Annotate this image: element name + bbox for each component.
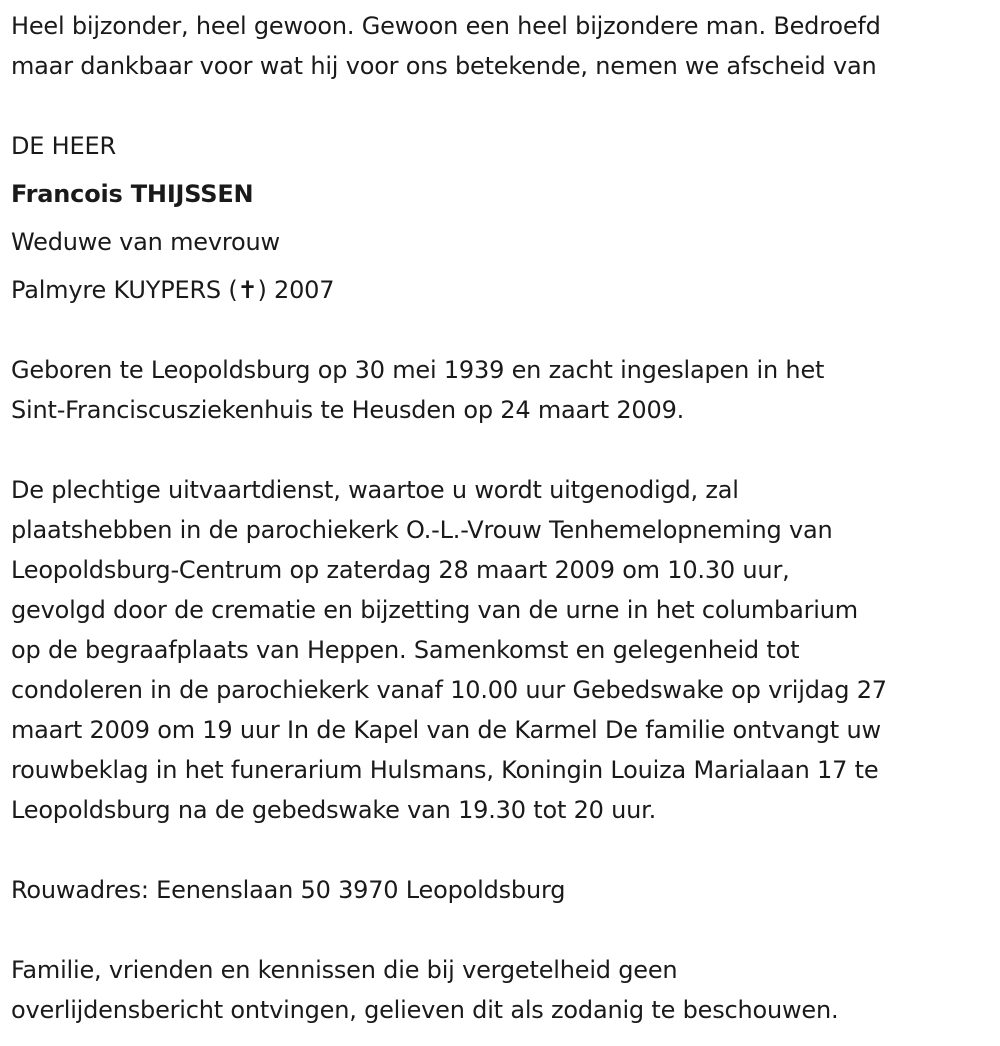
relation-line: Weduwe van mevrouw: [11, 228, 280, 256]
service-line: gevolgd door de crematie en bijzetting van de urne in het columbarium: [11, 596, 858, 624]
service-line: condoleren in de parochiekerk vanaf 10.00 uur Gebedswake op vrijdag 27: [11, 676, 887, 704]
service-line: Leopoldsburg-Centrum op zaterdag 28 maart 2009 om 10.30 uur,: [11, 556, 790, 584]
birth-line: Sint-Franciscusziekenhuis te Heusden op 24 maart 2009.: [11, 396, 685, 424]
service-line: De plechtige uitvaartdienst, waartoe u wordt uitgenodigd, zal: [11, 476, 739, 504]
intro-line: Heel bijzonder, heel gewoon. Gewoon een heel bijzondere man. Bedroefd: [11, 12, 881, 40]
salutation: DE HEER: [11, 132, 116, 160]
service-line: Leopoldsburg na de gebedswake van 19.30 tot 20 uur.: [11, 796, 657, 824]
service-line: op de begraafplaats van Heppen. Samenkomst en gelegenheid tot: [11, 636, 800, 664]
address-line: Rouwadres: Eenenslaan 50 3970 Leopoldsburg: [11, 876, 566, 904]
intro-line: maar dankbaar voor wat hij voor ons betekende, nemen we afscheid van: [11, 52, 877, 80]
spouse-line: Palmyre KUYPERS (✝) 2007: [11, 276, 335, 304]
closing-line: overlijdensbericht ontvingen, gelieven dit als zodanig te beschouwen.: [11, 996, 839, 1024]
closing-line: Familie, vrienden en kennissen die bij vergetelheid geen: [11, 956, 678, 984]
service-line: maart 2009 om 19 uur In de Kapel van de Karmel De familie ontvangt uw: [11, 716, 881, 744]
service-line: plaatshebben in de parochiekerk O.-L.-Vrouw Tenhemelopneming van: [11, 516, 833, 544]
birth-line: Geboren te Leopoldsburg op 30 mei 1939 en zacht ingeslapen in het: [11, 356, 825, 384]
deceased-name: Francois THIJSSEN: [11, 180, 254, 208]
service-line: rouwbeklag in het funerarium Hulsmans, Koningin Louiza Marialaan 17 te: [11, 756, 879, 784]
